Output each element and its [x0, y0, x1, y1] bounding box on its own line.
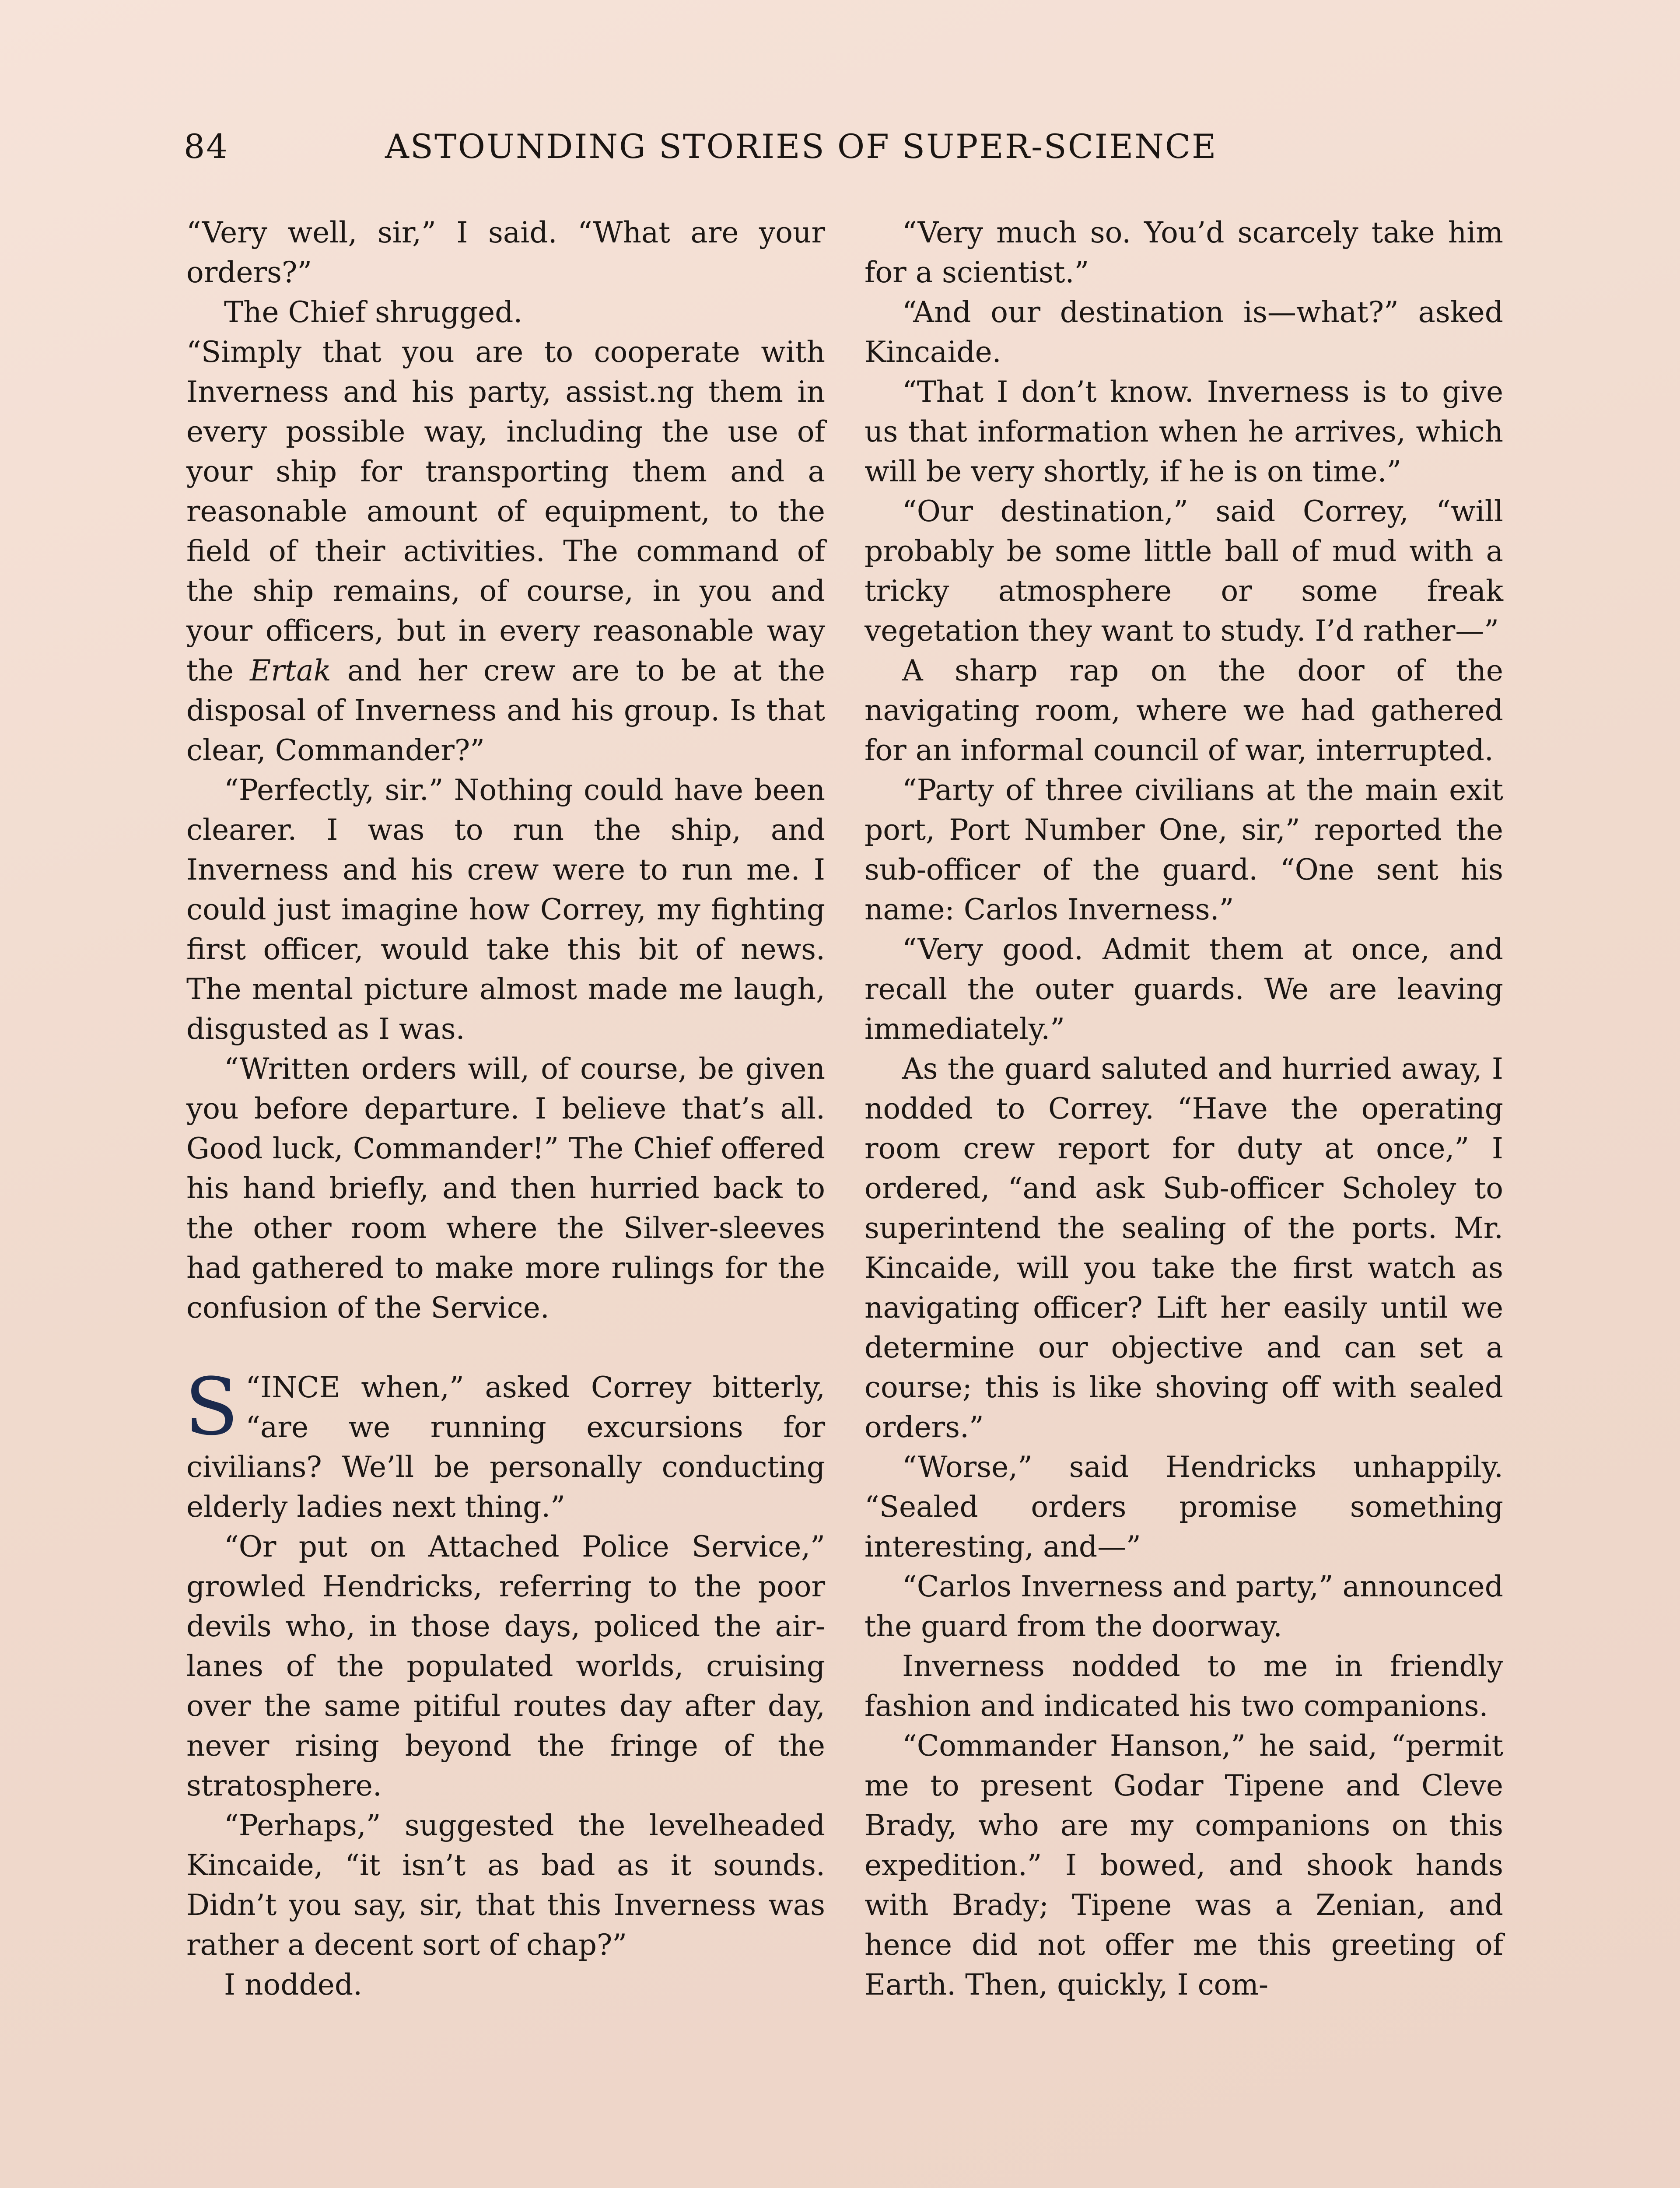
paragraph-text: “Simply that you are to cooperate with Inverness and his party, assist.ng them in every possible way, including the use of your ship for transporting them and a reasonable amount of equipment, to the field of their activities. The command of the ship remains, of course, in you and your officers, but in every reasonable way the — [186, 335, 825, 687]
paragraph: “Our destination,” said Correy, “will probably be some little ball of mud with a tricky atmosphere or some freak vegetation they want to study. I’d rather—” — [864, 494, 1503, 648]
paragraph: “Commander Hanson,” he said, “permit me to present Godar Tipene and Cleve Brady, who are my companions on this expedition.” I bowed, and shook hands with Brady; Tipene was a Zenian, and hence did not offer me this greeting of Earth. Then, quickly, I com- — [864, 1729, 1503, 2002]
paragraph: “Or put on Attached Police Service,” growled Hendricks, referring to the poor devils who, in those days, policed the air-lanes of the populated worlds, cruising over the same pitiful routes day after day, never rising beyond the fringe of the stratosphere. — [186, 1530, 825, 1802]
paragraph-text: and her crew are to be at the disposal of Inverness and his group. Is that clear, Commander?” — [186, 654, 825, 767]
paragraph: A sharp rap on the door of the navigating room, where we had gathered for an informal council of war, interrupted. — [864, 654, 1503, 767]
paragraph: “Written orders will, of course, be given you before departure. I believe that’s all. Good luck, Commander!” The Chief offered his hand briefly, and then hurried back to the other room where the Silver-sleeves had gathered to make more rulings for the confusion of the Service. — [186, 1052, 825, 1325]
paragraph: “Carlos Inverness and party,” announced the guard from the doorway. — [864, 1570, 1503, 1643]
paragraph: “Worse,” said Hendricks unhappily. “Sealed orders promise something interesting, and—” — [864, 1450, 1503, 1564]
page-number: 84 — [184, 127, 229, 166]
paragraph: “Very well, sir,” I said. “What are your orders?” — [186, 216, 825, 289]
paragraph-text: INCE when,” asked Correy bitterly, “are we running excursions for civilians? We’ll be personally conducting elderly ladies next thing.” — [186, 1371, 825, 1524]
ship-name: Ertak — [250, 654, 331, 687]
opening-quote: “ — [245, 1371, 261, 1404]
drop-cap: S — [185, 1361, 239, 1453]
section-opening-paragraph — [185, 1361, 825, 1527]
paragraph: “Very good. Admit them at once, and recall the outer guards. We are leaving immediately.” — [864, 933, 1503, 1046]
left-column — [186, 213, 825, 2005]
paragraph — [186, 332, 825, 770]
paragraph: I nodded. — [224, 1968, 363, 2002]
paragraph: As the guard saluted and hurried away, I nodded to Correy. “Have the operating room crew report for duty at once,” I ordered, “and ask Sub-officer Scholey to superintend the sealing of the ports. Mr. Kincaide, will you take the first watch as navigating officer? Lift her easily until we determine our objective and can set a course; this is like shoving off with sealed orders.” — [864, 1052, 1503, 1444]
paragraph: “And our destination is—what?” asked Kincaide. — [864, 295, 1503, 369]
paragraph: “Very much so. You’d scarcely take him for a scientist.” — [864, 216, 1503, 289]
paragraph: The Chief shrugged. — [224, 295, 523, 329]
running-title: ASTOUNDING STORIES OF SUPER-SCIENCE — [385, 127, 1218, 166]
paragraph: Inverness nodded to me in friendly fashion and indicated his two companions. — [864, 1649, 1503, 1723]
paragraph: “Perhaps,” suggested the levelheaded Kincaide, “it isn’t as bad as it sounds. Didn’t you say, sir, that this Inverness was rather a decent sort of chap?” — [186, 1809, 825, 1962]
right-column — [864, 213, 1503, 2005]
running-header — [184, 123, 1304, 171]
paragraph: “Perfectly, sir.” Nothing could have been clearer. I was to run the ship, and Inverness and his crew were to run me. I could just imagine how Correy, my fighting first officer, would take this bit of news. The mental picture almost made me laugh, disgusted as I was. — [186, 773, 825, 1046]
paragraph: “That I don’t know. Inverness is to give us that information when he arrives, which will be very shortly, if he is on time.” — [864, 375, 1503, 488]
paragraph: “Party of three civilians at the main exit port, Port Number One, sir,” reported the sub-officer of the guard. “One sent his name: Carlos Inverness.” — [864, 773, 1503, 926]
